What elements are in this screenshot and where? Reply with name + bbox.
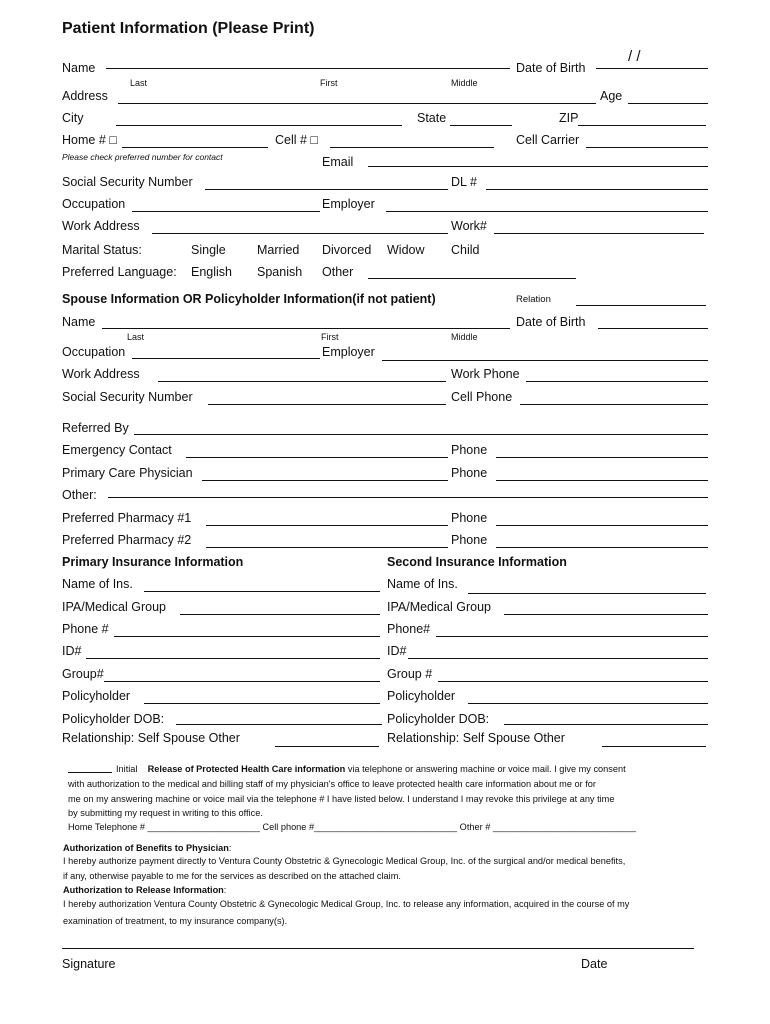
primary-policyholder-dob-label: Policyholder DOB: bbox=[62, 712, 165, 726]
referred-by-label: Referred By bbox=[62, 421, 129, 435]
release-text-2: with authorization to the medical and billing staff of my physician's office to leave protected health care information about me or for bbox=[68, 779, 596, 789]
cell-carrier-label: Cell Carrier bbox=[516, 133, 580, 147]
first-sublabel: First bbox=[320, 78, 338, 88]
language-other-field[interactable] bbox=[368, 278, 576, 279]
second-phone-label: Phone# bbox=[387, 622, 431, 636]
pharmacy2-label: Preferred Pharmacy #2 bbox=[62, 533, 192, 547]
spouse-last-sublabel: Last bbox=[127, 332, 145, 342]
release-info-text-1: I hereby authorization Ventura County Obstetric & Gynecologic Medical Group, Inc. to release any information, acquired in the course of my bbox=[63, 899, 630, 909]
release-text-1: via telephone or answering machine or voice mail. I give my consent bbox=[345, 764, 626, 774]
age-field[interactable] bbox=[628, 103, 708, 104]
zip-field[interactable] bbox=[578, 125, 706, 126]
emergency-phone-field[interactable] bbox=[496, 457, 708, 458]
primary-name-of-ins-label: Name of Ins. bbox=[62, 577, 133, 591]
release-heading: Release of Protected Health Care information bbox=[147, 764, 346, 774]
age-label: Age bbox=[600, 89, 623, 103]
work-number-field[interactable] bbox=[494, 233, 704, 234]
city-label: City bbox=[62, 111, 84, 125]
second-ipa-field[interactable] bbox=[504, 614, 708, 615]
spouse-ssn-field[interactable] bbox=[208, 404, 446, 405]
address-field[interactable] bbox=[118, 103, 596, 104]
email-label: Email bbox=[322, 155, 354, 169]
ssn-field[interactable] bbox=[205, 189, 448, 190]
date-label: Date bbox=[581, 957, 608, 971]
primary-policyholder-dob-field[interactable] bbox=[176, 724, 382, 725]
city-field[interactable] bbox=[116, 125, 402, 126]
relation-label: Relation bbox=[516, 294, 551, 305]
name-label: Name bbox=[62, 61, 96, 75]
primary-id-label: ID# bbox=[62, 644, 82, 658]
primary-relationship-label: Relationship: Self Spouse Other bbox=[62, 731, 240, 745]
spouse-cell-phone-field[interactable] bbox=[520, 404, 708, 405]
dob-slashes: / / bbox=[628, 48, 641, 65]
employer-label: Employer bbox=[322, 197, 375, 211]
initial-label: Initial bbox=[116, 764, 138, 774]
spouse-name-label: Name bbox=[62, 315, 96, 329]
release-info-heading-line: Authorization to Release Information: bbox=[63, 885, 227, 895]
primary-group-label: Group# bbox=[62, 667, 104, 681]
release-phones-line: Home Telephone # ______________________ Cell phone #____________________________ Other # ____________________________ bbox=[68, 822, 636, 832]
language-option-spanish[interactable]: Spanish bbox=[257, 265, 303, 279]
spouse-employer-label: Employer bbox=[322, 345, 375, 359]
emergency-contact-field[interactable] bbox=[186, 457, 448, 458]
spouse-employer-field[interactable] bbox=[382, 360, 708, 361]
release-text-4: by submitting my request in writing to this office. bbox=[68, 808, 263, 818]
marital-option-single[interactable]: Single bbox=[191, 243, 226, 257]
pharmacy1-field[interactable] bbox=[206, 525, 448, 526]
second-group-field[interactable] bbox=[438, 681, 708, 682]
primary-ipa-label: IPA/Medical Group bbox=[62, 600, 166, 614]
second-policyholder-dob-field[interactable] bbox=[504, 724, 708, 725]
second-policyholder-field[interactable] bbox=[468, 703, 708, 704]
marital-status-label: Marital Status: bbox=[62, 243, 142, 257]
emergency-contact-label: Emergency Contact bbox=[62, 443, 172, 457]
second-relationship-label: Relationship: Self Spouse Other bbox=[387, 731, 565, 745]
marital-option-child[interactable]: Child bbox=[451, 243, 480, 257]
dob-field[interactable] bbox=[596, 68, 708, 69]
work-address-field[interactable] bbox=[152, 233, 448, 234]
spouse-cell-phone-label: Cell Phone bbox=[451, 390, 513, 404]
check-note: Please check preferred number for contact bbox=[62, 152, 223, 162]
dl-field[interactable] bbox=[486, 189, 708, 190]
second-id-field[interactable] bbox=[408, 658, 708, 659]
language-option-english[interactable]: English bbox=[191, 265, 232, 279]
second-policyholder-dob-label: Policyholder DOB: bbox=[387, 712, 490, 726]
email-field[interactable] bbox=[368, 166, 708, 167]
spouse-dob-label: Date of Birth bbox=[516, 315, 586, 329]
primary-insurance-heading: Primary Insurance Information bbox=[62, 555, 244, 569]
state-label: State bbox=[417, 111, 447, 125]
occupation-field[interactable] bbox=[132, 211, 320, 212]
spouse-work-address-field[interactable] bbox=[158, 381, 446, 382]
spouse-work-phone-field[interactable] bbox=[526, 381, 708, 382]
emergency-phone-label: Phone bbox=[451, 443, 488, 457]
primary-relationship-field[interactable] bbox=[275, 746, 379, 747]
dob-label: Date of Birth bbox=[516, 61, 586, 75]
dl-label: DL # bbox=[451, 175, 477, 189]
primary-name-of-ins-field[interactable] bbox=[144, 591, 380, 592]
physician-phone-label: Phone bbox=[451, 466, 488, 480]
primary-phone-field[interactable] bbox=[114, 636, 380, 637]
cell-phone-field[interactable] bbox=[330, 147, 494, 148]
primary-policyholder-field[interactable] bbox=[144, 703, 380, 704]
signature-field[interactable] bbox=[62, 948, 694, 949]
primary-physician-label: Primary Care Physician bbox=[62, 466, 193, 480]
release-line-1 bbox=[116, 762, 626, 777]
marital-option-married[interactable]: Married bbox=[257, 243, 300, 257]
second-relationship-field[interactable] bbox=[602, 746, 706, 747]
pharmacy2-phone-label: Phone bbox=[451, 533, 488, 547]
primary-id-field[interactable] bbox=[86, 658, 380, 659]
pharmacy1-phone-field[interactable] bbox=[496, 525, 708, 526]
pharmacy1-label: Preferred Pharmacy #1 bbox=[62, 511, 192, 525]
work-number-label: Work# bbox=[451, 219, 487, 233]
pharmacy2-phone-field[interactable] bbox=[496, 547, 708, 548]
spouse-occupation-label: Occupation bbox=[62, 345, 126, 359]
marital-option-widow[interactable]: Widow bbox=[387, 243, 425, 257]
home-phone-label: Home # □ bbox=[62, 133, 117, 147]
ssn-label: Social Security Number bbox=[62, 175, 193, 189]
language-label: Preferred Language: bbox=[62, 265, 177, 279]
page-title: Patient Information (Please Print) bbox=[62, 20, 315, 37]
second-group-label: Group # bbox=[387, 667, 433, 681]
benefits-heading: Authorization of Benefits to Physician bbox=[63, 843, 229, 853]
spouse-work-phone-label: Work Phone bbox=[451, 367, 520, 381]
last-sublabel: Last bbox=[130, 78, 148, 88]
primary-ipa-field[interactable] bbox=[180, 614, 380, 615]
spouse-middle-sublabel: Middle bbox=[451, 332, 478, 342]
spouse-ssn-label: Social Security Number bbox=[62, 390, 193, 404]
address-label: Address bbox=[62, 89, 108, 103]
language-option-other[interactable]: Other bbox=[322, 265, 354, 279]
pharmacy2-field[interactable] bbox=[206, 547, 448, 548]
benefits-text-1: I hereby authorize payment directly to Ventura County Obstetric & Gynecologic Medical Group, Inc. of the surgical and/or medical benefits, bbox=[63, 856, 626, 866]
signature-label: Signature bbox=[62, 957, 116, 971]
state-field[interactable] bbox=[450, 125, 512, 126]
second-phone-field[interactable] bbox=[436, 636, 708, 637]
employer-field[interactable] bbox=[386, 211, 708, 212]
spouse-occupation-field[interactable] bbox=[132, 358, 320, 359]
primary-group-field[interactable] bbox=[104, 681, 380, 682]
referred-by-field[interactable] bbox=[134, 434, 708, 435]
primary-physician-field[interactable] bbox=[202, 480, 448, 481]
release-info-heading: Authorization to Release Information bbox=[63, 885, 224, 895]
second-insurance-heading: Second Insurance Information bbox=[387, 555, 567, 569]
second-id-label: ID# bbox=[387, 644, 407, 658]
benefits-heading-line: Authorization of Benefits to Physician: bbox=[63, 843, 232, 853]
second-name-of-ins-label: Name of Ins. bbox=[387, 577, 458, 591]
benefits-text-2: if any, otherwise payable to me for the services as described on the attached claim. bbox=[63, 871, 401, 881]
spouse-first-sublabel: First bbox=[321, 332, 339, 342]
middle-sublabel: Middle bbox=[451, 78, 478, 88]
marital-option-divorced[interactable]: Divorced bbox=[322, 243, 372, 257]
home-phone-field[interactable] bbox=[122, 147, 268, 148]
second-ipa-label: IPA/Medical Group bbox=[387, 600, 491, 614]
second-policyholder-label: Policyholder bbox=[387, 689, 456, 703]
release-text-3: me on my answering machine or voice mail via the telephone # I have listed below. I understand I may revoke this privilege at any time bbox=[68, 794, 615, 804]
physician-phone-field[interactable] bbox=[496, 480, 708, 481]
primary-policyholder-label: Policyholder bbox=[62, 689, 131, 703]
cell-phone-label: Cell # □ bbox=[275, 133, 318, 147]
second-name-of-ins-field[interactable] bbox=[468, 593, 706, 594]
spouse-dob-field[interactable] bbox=[598, 328, 708, 329]
other-label: Other: bbox=[62, 488, 97, 502]
relation-field[interactable] bbox=[576, 305, 706, 306]
other-field[interactable] bbox=[108, 497, 708, 498]
name-field[interactable] bbox=[106, 68, 510, 69]
spouse-work-address-label: Work Address bbox=[62, 367, 140, 381]
release-info-text-2: examination of treatment, to my insurance company(s). bbox=[63, 916, 288, 926]
primary-phone-label: Phone # bbox=[62, 622, 109, 636]
zip-label: ZIP bbox=[559, 111, 579, 125]
cell-carrier-field[interactable] bbox=[586, 147, 708, 148]
initial-field[interactable] bbox=[68, 772, 112, 773]
spouse-heading: Spouse Information OR Policyholder Information(if not patient) bbox=[62, 292, 436, 306]
work-address-label: Work Address bbox=[62, 219, 140, 233]
spouse-name-field[interactable] bbox=[102, 328, 510, 329]
occupation-label: Occupation bbox=[62, 197, 126, 211]
pharmacy1-phone-label: Phone bbox=[451, 511, 488, 525]
